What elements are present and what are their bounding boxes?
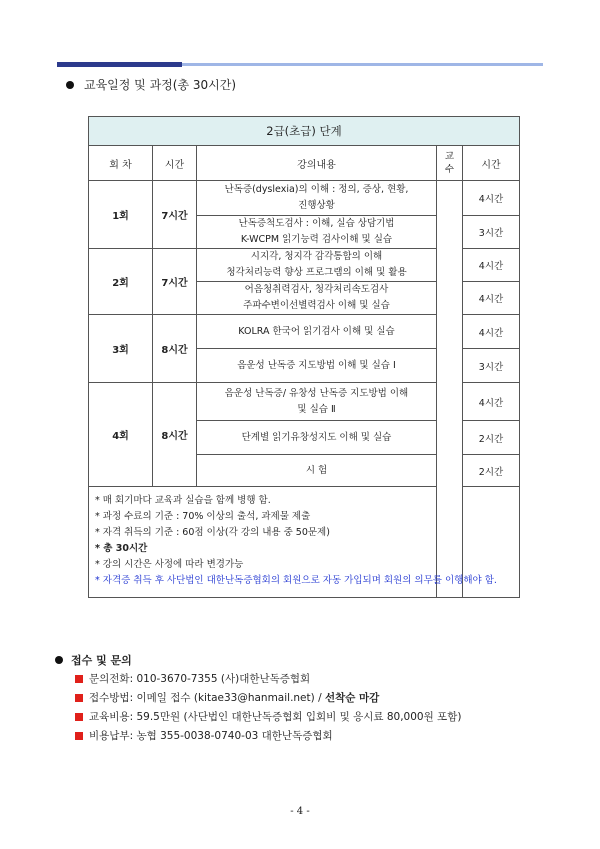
- contact-item: [75, 707, 461, 726]
- lecture-line: 진행상황: [298, 200, 335, 211]
- table-row: [89, 181, 520, 216]
- page-number: - 4 -: [290, 806, 310, 817]
- header-duration: 시간: [463, 146, 520, 181]
- notes-cell: [89, 487, 520, 598]
- lecture-line: 시지각, 청지각 감각통합의 이해: [250, 251, 383, 262]
- contact-separator: :: [129, 710, 137, 723]
- black-bullet-icon: [66, 81, 74, 89]
- header-hours: 시간: [153, 146, 197, 181]
- contact-item: [75, 688, 461, 707]
- lecture-content: [197, 282, 437, 315]
- contact-title-text: 접수 및 문의: [71, 654, 132, 667]
- notes-row: [89, 487, 520, 598]
- section-title-schedule: [66, 76, 236, 93]
- session-round: 2회: [89, 249, 153, 315]
- schedule-table: [88, 116, 520, 598]
- note-item: * 매 회기마다 교육과 실습을 함께 병행 함.: [95, 495, 271, 506]
- lecture-duration: 2시간: [463, 455, 520, 487]
- lecture-line: 난독증(dyslexia)의 이해 : 정의, 증상, 현황,: [224, 184, 409, 195]
- lecture-line: K-WCPM 읽기능력 검사이해 및 실습: [240, 234, 393, 245]
- session-round: 1회: [89, 181, 153, 249]
- lecture-line: 및 실습 Ⅱ: [297, 403, 336, 415]
- red-square-bullet-icon: [75, 713, 83, 721]
- lecture-content: 음운성 난독증 지도방법 이해 및 실습 Ⅰ: [197, 349, 437, 383]
- lecture-content: [197, 181, 437, 216]
- red-square-bullet-icon: [75, 675, 83, 683]
- lecture-content: [197, 216, 437, 249]
- lecture-line: 청각처리능력 향상 프로그램의 이해 및 활용: [226, 267, 407, 278]
- note-item: * 강의 시간은 사정에 따라 변경가능: [95, 559, 244, 570]
- section-title-text: 교육일정 및 과정(총 30시간): [84, 78, 236, 92]
- red-square-bullet-icon: [75, 694, 83, 702]
- lecture-content: 시 험: [197, 455, 437, 487]
- lecture-duration: 4시간: [463, 249, 520, 282]
- contact-label: 교육비용: [89, 711, 130, 723]
- contact-list: [75, 669, 461, 745]
- deadline-text: 선착순 마감: [324, 692, 380, 704]
- contact-separator: :: [129, 672, 137, 685]
- contact-label: 접수방법: [89, 692, 130, 704]
- contact-value: 010-3670-7355 (사)대한난독증협회: [136, 673, 311, 685]
- session-hours: 8시간: [153, 315, 197, 383]
- top-divider-bar: [57, 62, 543, 67]
- lecture-line: 음운성 난독증/ 유창성 난독증 지도방법 이해: [224, 387, 409, 399]
- contact-label: 문의전화: [89, 673, 130, 685]
- lecture-line: 주파수변이선별력검사 이해 및 실습: [243, 300, 390, 311]
- lecture-duration: 4시간: [463, 181, 520, 216]
- contact-separator: :: [129, 729, 137, 742]
- note-item: * 과정 수료의 기준 : 70% 이상의 출석, 과제물 제출: [95, 511, 311, 522]
- black-bullet-icon: [55, 656, 63, 664]
- lecture-duration: 3시간: [463, 349, 520, 383]
- lecture-duration: 4시간: [463, 315, 520, 349]
- lecture-content: KOLRA 한국어 읽기검사 이해 및 실습: [197, 315, 437, 349]
- session-hours: 7시간: [153, 181, 197, 249]
- note-item: * 자격 취득의 기준 : 60점 이상(각 강의 내용 중 50문제): [95, 527, 330, 538]
- lecture-content: [197, 383, 437, 421]
- contact-value: 59.5만원 (사단법인 대한난독증협회 입회비 및 응시료 80,000원 포함): [136, 711, 462, 723]
- contact-label: 비용납부: [89, 730, 130, 742]
- lecture-content: 단계별 읽기유창성지도 이해 및 실습: [197, 421, 437, 455]
- lecture-duration: 4시간: [463, 383, 520, 421]
- session-hours: 7시간: [153, 249, 197, 315]
- header-content: 강의내용: [197, 146, 437, 181]
- header-instructor-text: 교수: [444, 151, 455, 175]
- note-item: * 자격증 취득 후 사단법인 대한난독증협회의 회원으로 자동 가입되며 회원의 의무를 이행해야 함.: [95, 575, 497, 586]
- table-title-row: [89, 117, 520, 146]
- note-item: * 총 30시간: [95, 543, 148, 554]
- section-title-contact: [55, 652, 132, 668]
- top-divider-dark-segment: [57, 62, 182, 67]
- contact-separator: :: [129, 691, 137, 704]
- contact-item: [75, 669, 461, 688]
- table-header-row: [89, 146, 520, 181]
- contact-item: [75, 726, 461, 745]
- session-hours: 8시간: [153, 383, 197, 487]
- lecture-line: 난독증척도검사 : 이해, 실습 상담기법: [238, 218, 395, 229]
- top-divider-light-segment: [182, 63, 543, 66]
- lecture-duration: 2시간: [463, 421, 520, 455]
- header-round: 회 차: [89, 146, 153, 181]
- contact-value: 이메일 접수 (kitae33@hanmail.net) /: [136, 692, 325, 704]
- lecture-duration: 3시간: [463, 216, 520, 249]
- table-title: 2급(초급) 단계: [89, 117, 520, 146]
- lecture-line: 어음청취력검사, 청각처리속도검사: [244, 284, 389, 295]
- contact-value: 농협 355-0038-0740-03 대한난독증협회: [136, 730, 333, 742]
- session-round: 4회: [89, 383, 153, 487]
- red-square-bullet-icon: [75, 732, 83, 740]
- lecture-duration: 4시간: [463, 282, 520, 315]
- lecture-content: [197, 249, 437, 282]
- session-round: 3회: [89, 315, 153, 383]
- header-instructor: [437, 146, 463, 181]
